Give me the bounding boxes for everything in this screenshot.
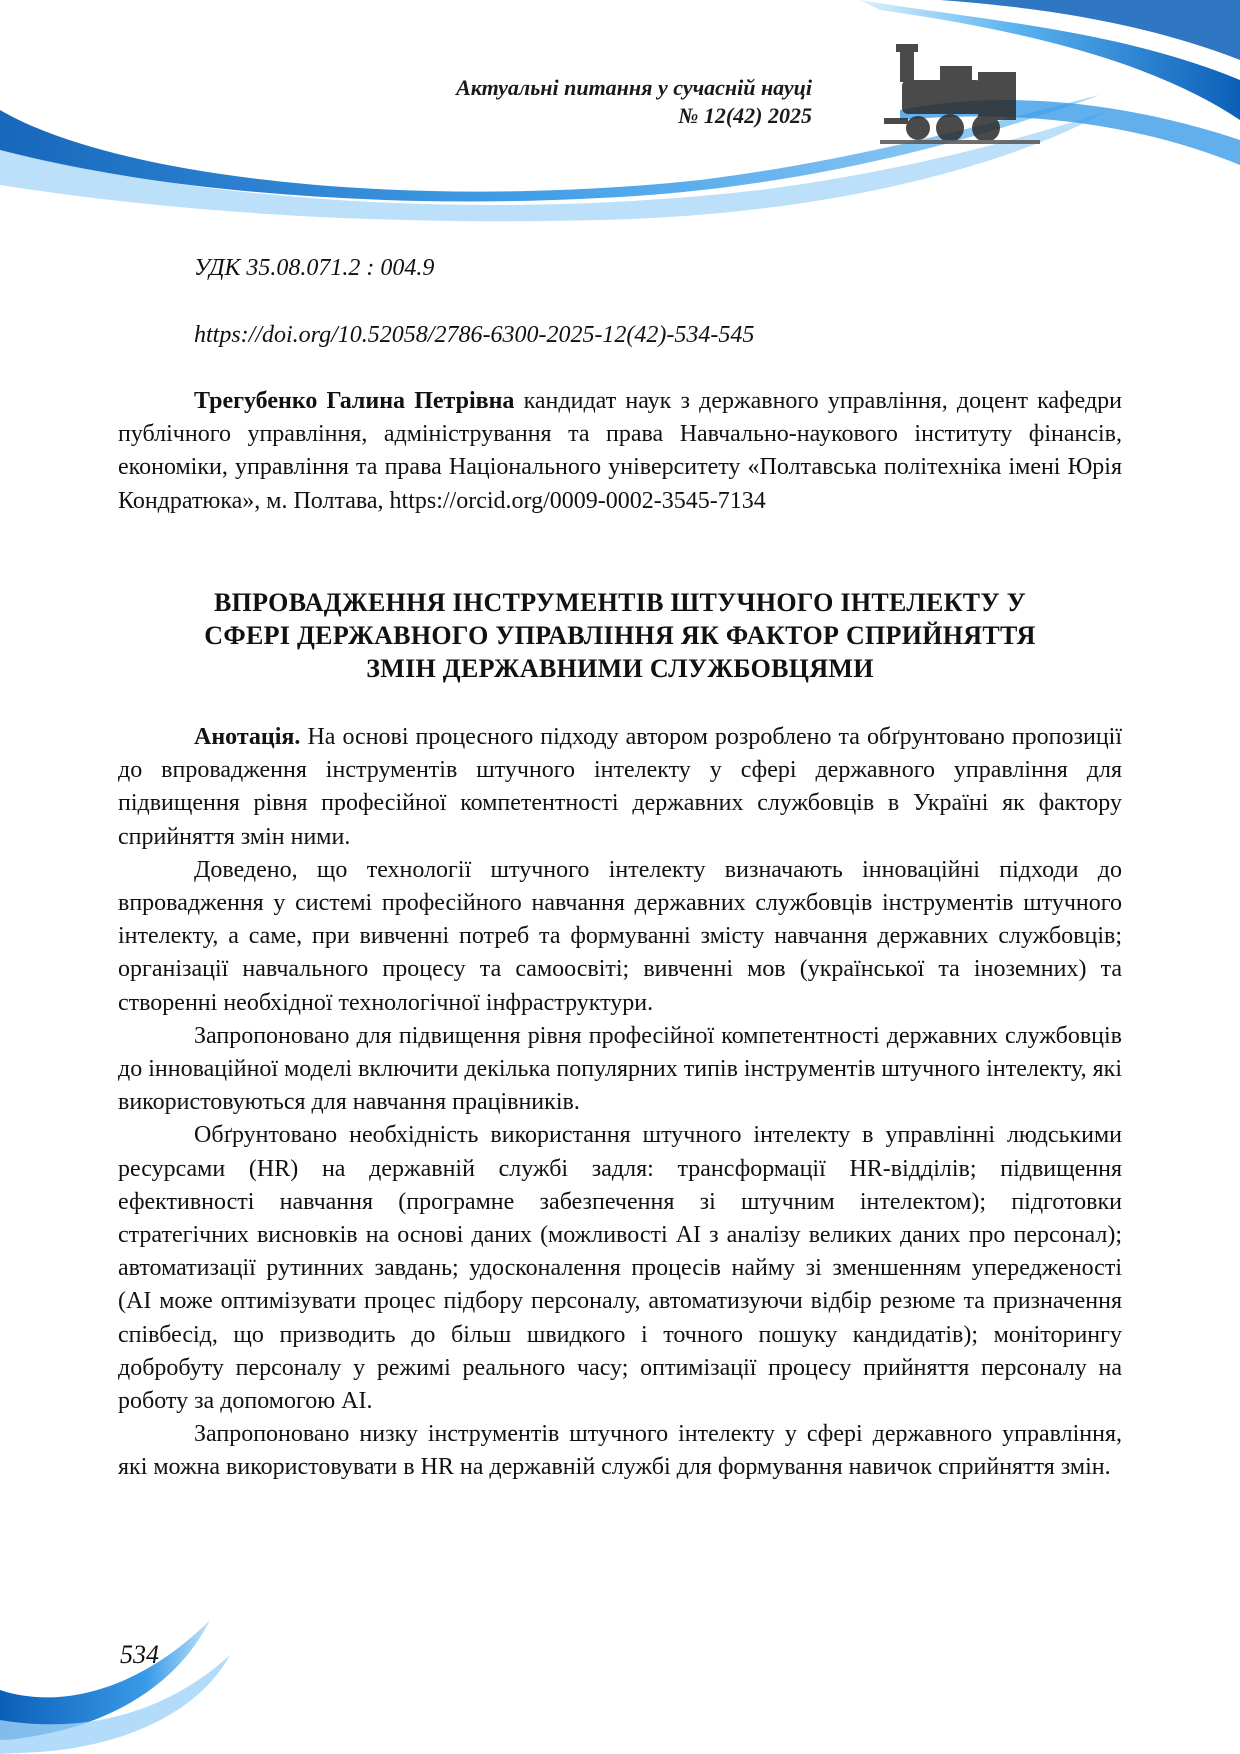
locomotive-icon — [880, 44, 1040, 144]
author-name: Трегубенко Галина Петрівна — [194, 388, 515, 414]
journal-header — [456, 74, 812, 130]
title-line: ЗМІН ДЕРЖАВНИМИ СЛУЖБОВЦЯМИ — [366, 654, 874, 683]
journal-issue: № 12(42) 2025 — [678, 103, 812, 128]
abstract-paragraph: Доведено, що технології штучного інтелекту визначають інноваційні підходи до впровадження у системі професійного навчання державних службовців інструментів штучного інтелекту, а саме, при вивченні потреб та формуванні змісту навчання державних службовців; організації навчального процесу та самоосвіті; вивченні мов (української та іноземних) та створенні необхідної технологічної інфраструктури. — [118, 856, 1122, 1016]
author-affiliation: кандидат наук з державного управління, доцент кафедри публічного управління, адміністрування та права Навчально-наукового інституту фінансів, економіки, управління та права Національного університету «Полтавська політехніка імені Юрія Кондратюка», м. Полтава, — [118, 388, 1123, 514]
abstract-text: На основі процесного підходу автором розроблено та обґрунтовано пропозиції до впровадження інструментів штучного інтелекту у сфері державного управління для підвищення рівня професійної компетентності державних службовців в Україні як фактору сприйняття змін ними. — [118, 724, 1123, 850]
doi-link[interactable]: https://doi.org/10.52058/2786-6300-2025-12(42)-534-545 — [194, 322, 755, 348]
abstract-paragraph: Запропоновано низку інструментів штучного інтелекту у сфері державного управління, які можна використовувати в HR на державній службі для формування навичок сприйняття змін. — [118, 1421, 1122, 1481]
author-block — [118, 385, 1122, 518]
abstract-paragraph: Обґрунтовано необхідність використання штучного інтелекту в управлінні людськими ресурсами (HR) на державній службі задля: трансформації HR-відділів; підвищення ефективності навчання (програмне забезпечення зі штучним інтелектом); підготовки стратегічних висновків на основі даних (можливості AI з аналізу великих даних про персонал); автоматизації рутинних завдань; удосконалення процесів найму зі зменшенням упередженості (AI може оптимізувати процес підбору персоналу, автоматизуючи відбір резюме та призначення співбесід, що призводить до більш швидкого і точного пошуку кандидатів); моніторингу добробуту персоналу у режимі реального часу; оптимізації процесу прийняття персоналу на роботу за допомогою AI. — [118, 1122, 1122, 1415]
orcid-link[interactable]: https://orcid.org/0009-0002-3545-7134 — [389, 487, 766, 514]
abstract — [118, 721, 1122, 1485]
journal-name: Актуальні питання у сучасній науці — [456, 75, 812, 100]
footer-wave-decoration — [0, 1560, 1240, 1754]
udc-code: УДК 35.08.071.2 : 004.9 — [194, 255, 435, 281]
abstract-paragraph: Запропоновано для підвищення рівня професійної компетентності державних службовців до інноваційної моделі включити декілька популярних типів інструментів штучного інтелекту, які використовуються для навчання працівників. — [118, 1022, 1122, 1116]
abstract-label: Анотація. — [194, 724, 301, 750]
abstract-paragraph — [118, 721, 1122, 854]
title-line: ВПРОВАДЖЕННЯ ІНСТРУМЕНТІВ ШТУЧНОГО ІНТЕЛЕКТУ У — [213, 588, 1027, 617]
title-line: СФЕРІ ДЕРЖАВНОГО УПРАВЛІННЯ ЯК ФАКТОР СПРИЙНЯТТЯ — [204, 621, 1036, 650]
article-title — [118, 586, 1122, 685]
page-number: 534 — [120, 1640, 159, 1669]
